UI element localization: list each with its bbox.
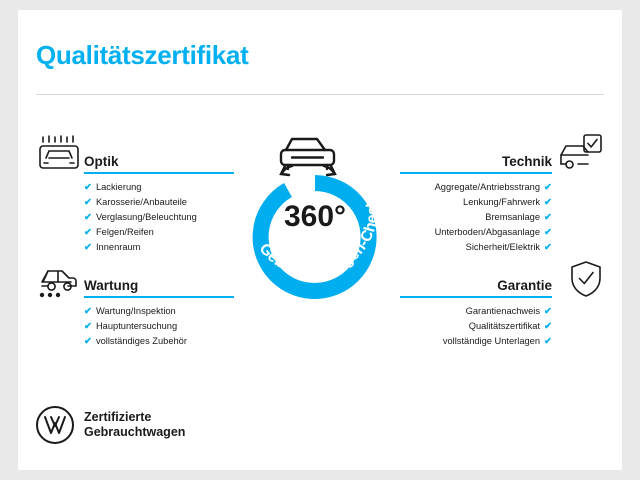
certificate-page	[18, 10, 622, 470]
list-item	[84, 334, 234, 349]
item-label: Karosserie/Anbauteile	[95, 197, 187, 207]
section-items-optik	[84, 180, 234, 255]
check-icon: ✔	[544, 211, 552, 223]
badge-curved-label: Gebrauchtwagen-Check	[255, 197, 382, 281]
page-title: Qualitätszertifikat	[36, 40, 249, 70]
car-check-icon	[558, 132, 604, 176]
list-item	[84, 319, 234, 334]
item-label: Felgen/Reifen	[95, 227, 154, 237]
check-icon: ✔	[544, 196, 552, 208]
item-label: Lackierung	[95, 182, 142, 192]
check-icon: ✔	[544, 305, 552, 317]
item-label: Aggregate/Antriebsstrang	[434, 182, 541, 192]
list-item	[84, 210, 234, 225]
check-icon: ✔	[544, 226, 552, 238]
item-label: Bremsanlage	[485, 212, 541, 222]
check-icon: ✔	[544, 320, 552, 332]
section-heading-technik: Technik	[501, 154, 552, 169]
item-label: Innenraum	[95, 242, 141, 252]
shield-check-icon	[566, 258, 606, 302]
item-label: Unterboden/Abgasanlage	[434, 227, 541, 237]
check-icon: ✔	[84, 305, 92, 317]
vw-logo-icon	[36, 406, 74, 444]
list-item	[84, 225, 234, 240]
list-item	[400, 334, 552, 349]
check-icon: ✔	[84, 241, 92, 253]
footer-text	[84, 410, 185, 440]
check-icon: ✔	[84, 196, 92, 208]
item-label: Hauptuntersuchung	[95, 321, 178, 331]
item-label: Garantienachweis	[465, 306, 541, 316]
section-items-garantie	[400, 304, 552, 349]
item-label: Lenkung/Fahrwerk	[463, 197, 541, 207]
check-icon: ✔	[544, 181, 552, 193]
footer-brand	[36, 406, 185, 444]
car-lift-icon	[36, 258, 82, 302]
check-icon: ✔	[84, 181, 92, 193]
item-label: Sicherheit/Elektrik	[465, 242, 541, 252]
check-icon: ✔	[544, 335, 552, 347]
section-rule-technik	[400, 172, 552, 174]
section-heading-optik: Optik	[84, 154, 119, 169]
title-divider	[36, 94, 604, 95]
check-icon: ✔	[84, 335, 92, 347]
list-item	[400, 240, 552, 255]
list-item	[400, 195, 552, 210]
list-item	[84, 304, 234, 319]
section-heading-wartung: Wartung	[84, 278, 139, 293]
footer-line-1: Zertifizierte	[84, 410, 152, 424]
item-label: Wartung/Inspektion	[95, 306, 176, 316]
section-optik	[84, 154, 234, 255]
section-rule-optik	[84, 172, 234, 174]
check-icon: ✔	[84, 320, 92, 332]
list-item	[400, 319, 552, 334]
list-item	[400, 304, 552, 319]
section-rule-wartung	[84, 296, 234, 298]
check-icon: ✔	[84, 211, 92, 223]
footer-line-2: Gebrauchtwagen	[84, 425, 186, 439]
check-icon: ✔	[544, 241, 552, 253]
section-garantie	[400, 278, 552, 349]
section-items-wartung	[84, 304, 234, 349]
360-check-badge	[226, 114, 404, 304]
section-heading-garantie: Garantie	[497, 278, 552, 293]
list-item	[400, 180, 552, 195]
section-wartung	[84, 278, 234, 349]
item-label: Verglasung/Beleuchtung	[95, 212, 197, 222]
list-item	[84, 195, 234, 210]
section-technik	[400, 154, 552, 255]
list-item	[400, 210, 552, 225]
item-label: vollständiges Zubehör	[95, 336, 187, 346]
item-label: vollständige Unterlagen	[442, 336, 541, 346]
badge-degrees: 360°	[283, 200, 347, 233]
list-item	[400, 225, 552, 240]
list-item	[84, 240, 234, 255]
section-rule-garantie	[400, 296, 552, 298]
check-icon: ✔	[84, 226, 92, 238]
item-label: Qualitätszertifikat	[468, 321, 541, 331]
car-wash-icon	[36, 132, 82, 176]
section-items-technik	[400, 180, 552, 255]
list-item	[84, 180, 234, 195]
